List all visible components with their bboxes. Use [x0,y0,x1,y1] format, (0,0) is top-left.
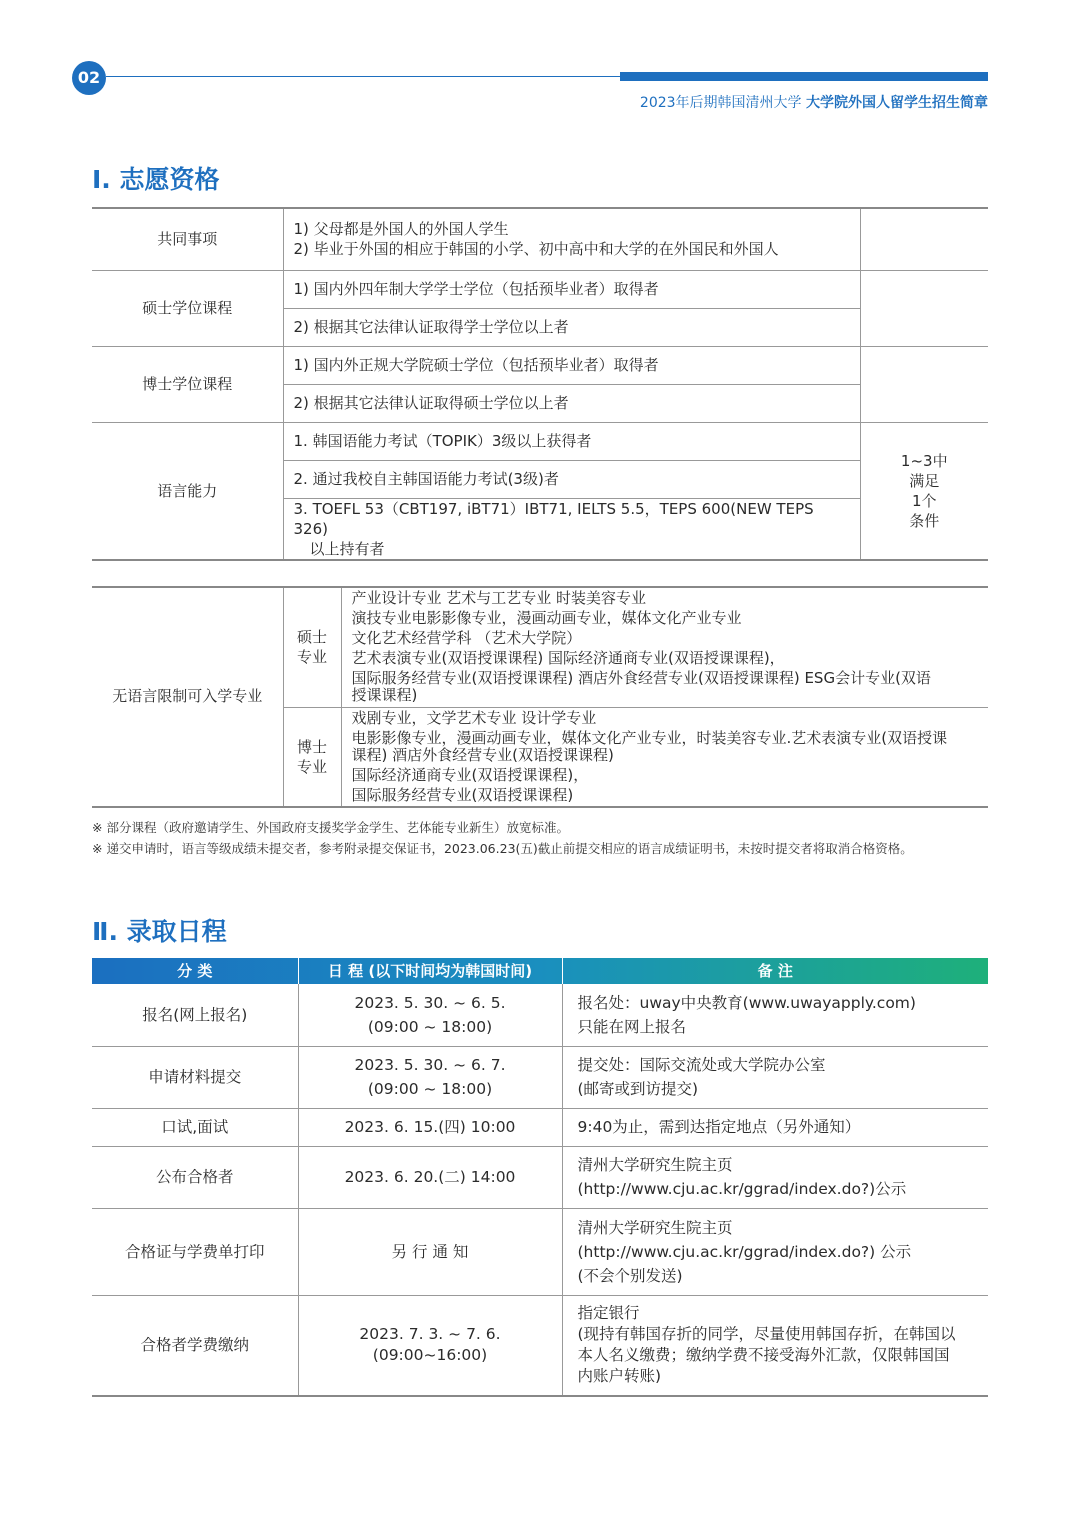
list-item: 产业设计专业 艺术与工艺专业 时装美容专业 [351,589,647,608]
table-row [92,1295,988,1396]
category-cell: 无语言限制可入学专业 [92,587,283,807]
note-line: (http://www.cju.ac.kr/ggrad/index.do?)公示 [577,1180,907,1198]
document-title [640,92,988,112]
list-item: 国际服务经营专业(双语授课课程) [351,785,574,804]
date-line: 2023. 7. 3. ~ 7. 6. [359,1325,501,1344]
list-item: 国际服务经营专业(双语授课课程) 酒店外食经营专业(双语授课课程) ESG会计专业(双语 [351,669,931,688]
date-line: (09:00~16:00) [372,1346,488,1365]
note-line: 只能在网上报名 [577,1017,687,1036]
note-line: 清州大学研究生院主页 [577,1218,733,1237]
category-cell: 报名(网上报名) [92,984,298,1046]
note-line: 内账户转账) [577,1367,662,1386]
category-cell: 共同事项 [92,208,283,270]
category-cell: 合格证与学费单打印 [92,1208,298,1295]
header-bar [620,72,988,81]
date-line: (09:00 ~ 18:00) [367,1080,493,1098]
requirement-item: 3. TOEFL 53（CBT197, iBT71）IBT71, IELTS 5.5，TEPS 600(NEW TEPS 326) [293,499,814,538]
date-cell [298,1208,562,1295]
date-cell [298,1295,562,1396]
requirement-item: 2) 毕业于外国的相应于韩国的小学、初中高中和大学的在外国民和外国人 [293,240,779,259]
table-header-row [92,958,988,984]
requirement-cell: 1. 韩国语能力考试（TOPIK）3级以上获得者 [283,422,860,460]
table-row [92,346,988,384]
note-cell [562,1108,988,1146]
column-header: 日 程 (以下时间均为韩国时间) [298,958,562,984]
note-cell [562,1208,988,1295]
condition-cell [860,422,988,560]
document-title-plain: 2023年后期韩国清州大学 [639,95,806,111]
degree-label-line: 专业 [296,757,327,776]
table-row [92,1046,988,1108]
requirement-cell: 1) 国内外四年制大学学士学位（包括预毕业者）取得者 [283,270,860,308]
list-item: 授课课程) [351,686,418,705]
list-item: 国际经济通商专业(双语授课课程)， [351,765,589,784]
condition-line: 1~3中 [900,451,948,470]
table-row [92,270,988,308]
column-header: 分 类 [92,958,298,984]
date-cell [298,1146,562,1208]
table-row [92,1146,988,1208]
requirement-cell: 2) 根据其它法律认证取得学士学位以上者 [283,308,860,346]
note-line: (不会个别发送) [577,1266,683,1285]
footnote: ※ 部分课程（政府邀请学生、外国政府支援奖学金学生、艺体能专业新生）放宽标准。 [92,820,569,835]
date-line: 2023. 5. 30. ~ 6. 7. [354,1056,506,1074]
master-label [283,587,341,707]
table-row [92,422,988,460]
requirement-item: 1) 父母都是外国人的外国人学生 [293,220,509,239]
note-cell [562,1295,988,1396]
doctor-label [283,707,341,807]
list-item: 电影影像专业，漫画动画专业，媒体文化产业专业，时装美容专业.艺术表演专业(双语授课 [351,728,948,747]
note-line: 本人名义缴费；缴纳学费不接受海外汇款，仅限韩国国 [577,1346,950,1365]
category-cell: 硕士学位课程 [92,270,283,346]
empty-cell [860,270,988,346]
degree-label-line: 博士 [296,737,327,756]
note-line: 指定银行 [577,1304,640,1323]
empty-cell [860,208,988,270]
note-cell [562,1046,988,1108]
category-cell: 合格者学费缴纳 [92,1295,298,1396]
degree-label-line: 硕士 [296,628,327,647]
condition-line: 1个 [911,491,937,510]
table-row [92,587,988,707]
degree-label-line: 专业 [296,648,327,667]
category-cell: 口试,面试 [92,1108,298,1146]
date-cell [298,1046,562,1108]
requirement-cell: 2. 通过我校自主韩国语能力考试(3级)者 [283,460,860,498]
note-line: (邮寄或到访提交) [577,1080,699,1098]
condition-line: 条件 [909,511,940,530]
requirement-cell [283,208,860,270]
date-cell [298,1108,562,1146]
doctor-majors-list [341,707,988,807]
page-number-badge: 02 [72,61,106,95]
category-cell: 博士学位课程 [92,346,283,422]
table-row [92,984,988,1046]
list-item: 文化艺术经营学科 （艺术大学院） [351,629,582,648]
list-item: 课程) 酒店外食经营专业(双语授课课程) [351,745,614,764]
note-line: (现持有韩国存折的同学，尽量使用韩国存折，在韩国以 [577,1325,956,1344]
category-cell: 语言能力 [92,422,283,560]
requirement-item: 以上持有者 [309,539,385,558]
requirement-cell: 2) 根据其它法律认证取得硕士学位以上者 [283,384,860,422]
table-row [92,208,988,270]
table-row [92,1208,988,1295]
category-cell: 申请材料提交 [92,1046,298,1108]
list-item: 戏剧专业，文学艺术专业 设计学专业 [351,708,597,727]
date-line: 2023. 5. 30. ~ 6. 5. [354,993,506,1012]
condition-line: 满足 [909,471,940,490]
empty-cell [860,346,988,422]
section-title-qualification: Ⅰ. 志愿资格 [92,165,220,194]
section-title-schedule: Ⅱ. 录取日程 [92,917,227,946]
footnotes [92,817,1012,859]
note-cell [562,984,988,1046]
date-line: 2023. 6. 20.(二) 14:00 [344,1168,516,1186]
header-rule [106,76,622,77]
qualification-table [92,207,988,561]
column-header: 备 注 [757,962,793,980]
note-cell [562,1146,988,1208]
note-line: 报名处：uway中央教育(www.uwayapply.com) [577,993,916,1012]
note-line: 清州大学研究生院主页 [577,1156,733,1174]
footnote: ※ 递交申请时，语言等级成绩未提交者，参考附录提交保证书，2023.06.23(五)截止前提交相应的语言成绩证明书，未按时提交者将取消合格资格。 [92,841,913,856]
document-title-bold: 大学院外国人留学生招生简章 [806,95,988,111]
note-line: 提交处：国际交流处或大学院办公室 [577,1056,826,1074]
date-line: 另 行 通 知 [391,1242,469,1261]
list-item: 艺术表演专业(双语授课课程) 国际经济通商专业(双语授课课程)， [351,649,785,668]
date-line: 2023. 6. 15.(四) 10:00 [344,1118,516,1136]
list-item: 演技专业电影影像专业，漫画动画专业，媒体文化产业专业 [351,609,742,628]
table-row [92,1108,988,1146]
note-line: (http://www.cju.ac.kr/ggrad/index.do?) 公示 [577,1242,912,1261]
requirement-cell [283,498,860,560]
category-cell: 公布合格者 [92,1146,298,1208]
majors-table [92,586,988,808]
date-line: (09:00 ~ 18:00) [367,1017,493,1036]
master-majors-list [341,587,988,707]
note-line: 9:40为止，需到达指定地点（另外通知） [577,1118,861,1136]
requirement-cell: 1) 国内外正规大学院硕士学位（包括预毕业者）取得者 [283,346,860,384]
schedule-table [92,958,988,1397]
date-cell [298,984,562,1046]
